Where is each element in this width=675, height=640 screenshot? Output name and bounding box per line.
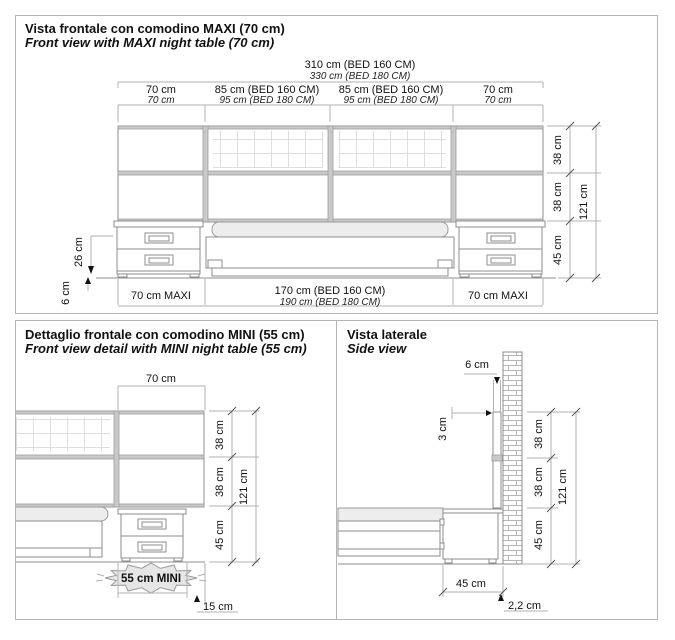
bed-base	[212, 268, 448, 276]
dim-h-mid-label: 38 cm	[533, 467, 545, 497]
dim-lower-panel-thickness	[437, 407, 492, 441]
nightstand-top-side	[443, 509, 503, 513]
panel-front-maxi	[16, 16, 658, 314]
badge-55cm-mini-label: 55 cm MINI	[120, 573, 182, 585]
headboard-divider-2	[328, 126, 333, 222]
dim-drawer-height	[73, 236, 113, 274]
nightstand-mini	[118, 509, 186, 561]
dim-h-mid-label: 38 cm	[552, 182, 564, 212]
bed-corner-block	[90, 548, 102, 557]
drawer-handle-inner	[149, 258, 169, 263]
dim-h-bottom-label: 45 cm	[552, 235, 564, 265]
dim-segments	[118, 84, 543, 122]
drawer-handle-inner	[142, 522, 162, 527]
nightstand-foot	[118, 274, 127, 277]
dim-wall-gap	[498, 594, 548, 612]
headboard-mini	[6, 411, 204, 507]
panel-front-mini-title-en: Front view detail with MINI night table (55 cm)	[25, 341, 307, 356]
dim-seg4-label-alt: 70 cm	[484, 95, 512, 106]
dim-mini-top-width-label: 70 cm	[146, 373, 176, 385]
dim-mini-top-width	[118, 373, 205, 410]
dim-seg3-label: 85 cm (BED 160 CM)	[338, 84, 444, 96]
nightstand-foot	[460, 274, 469, 277]
bed-frame-side	[338, 521, 440, 556]
nightstand-foot	[174, 558, 182, 561]
quilted-panel	[12, 417, 110, 451]
dim-plinth-height	[60, 277, 91, 305]
panel-front-maxi-title-it: Vista frontale con comodino MAXI (70 cm)	[25, 21, 285, 36]
dim-seg3-label-alt: 95 cm (BED 180 CM)	[343, 95, 439, 106]
dim-h-total-label: 121 cm	[238, 468, 250, 506]
dim-panel-thickness-label: 6 cm	[465, 359, 489, 371]
mattress	[212, 222, 448, 237]
bed-corner-block	[438, 260, 452, 268]
dim-panel-thickness	[464, 359, 501, 411]
nightstand-foot	[532, 274, 541, 277]
dim-depth	[439, 565, 507, 597]
dim-bottom-widths	[118, 279, 543, 308]
nightstand-foot	[122, 558, 130, 561]
panel-joint	[492, 455, 502, 461]
wall-brick-pattern	[503, 352, 522, 564]
nightstand-top	[114, 221, 203, 227]
dim-bed-width-label: 170 cm (BED 160 CM)	[274, 285, 386, 297]
nightstand-plinth	[459, 271, 542, 274]
dim-h-top-label: 38 cm	[552, 135, 564, 165]
dim-plinth-height-label: 6 cm	[60, 281, 72, 305]
nightstand-hinge	[440, 543, 444, 549]
panel-side-view-title-it: Vista laterale	[347, 327, 427, 342]
dim-seg4-label: 70 cm	[483, 84, 513, 96]
dim-heights-side	[522, 408, 580, 568]
panel-front-maxi-title-en: Front view with MAXI night table (70 cm)	[25, 35, 275, 50]
dim-heights-mini	[209, 407, 260, 566]
mattress	[0, 507, 108, 521]
nightstand-foot	[445, 559, 452, 563]
quilted-panel-right	[338, 131, 446, 168]
bed-front-partial	[0, 507, 108, 557]
dim-seg1-label: 70 cm	[146, 84, 176, 96]
panel-front-mini-title-it: Dettaglio frontale con comodino MINI (55 cm)	[25, 327, 305, 342]
dim-overall-width	[118, 59, 543, 88]
drawer-handle-inner	[149, 236, 169, 241]
dim-offset-label: 15 cm	[203, 601, 233, 613]
dim-bed-width-label-alt: 190 cm (BED 180 CM)	[279, 297, 381, 308]
panel-side-view-title-en: Side view	[347, 341, 407, 356]
dim-drawer-height-label: 26 cm	[73, 237, 85, 267]
dim-seg2-label: 85 cm (BED 160 CM)	[214, 84, 320, 96]
quilted-panel-left	[213, 131, 323, 168]
bed-front	[206, 222, 454, 276]
dim-bottom-left-label: 70 cm MAXI	[131, 290, 191, 302]
headboard-mid-rail	[6, 455, 204, 459]
side-drawing	[338, 352, 522, 564]
dim-h-mid-label: 38 cm	[214, 467, 226, 497]
panel-side-view	[337, 321, 658, 620]
nightstand-top	[118, 509, 186, 514]
nightstand-foot	[190, 274, 199, 277]
bed-frame	[206, 237, 454, 268]
nightstand-plinth	[117, 271, 200, 274]
bed-corner-block	[208, 260, 222, 268]
drawer-handle-inner	[142, 545, 162, 550]
headboard-divider-1	[203, 126, 208, 222]
nightstand-foot	[489, 559, 496, 563]
headboard-divider-3	[451, 126, 456, 222]
nightstand-body-side	[443, 513, 498, 559]
nightstand-maxi-right	[456, 221, 545, 277]
arrow-down-icon	[88, 266, 94, 274]
dim-depth-label: 45 cm	[456, 578, 486, 590]
dim-bottom-right-label: 70 cm MAXI	[468, 290, 528, 302]
mini-drawing	[0, 411, 205, 562]
nightstand-top	[456, 221, 545, 227]
panel-front-mini	[0, 321, 337, 620]
dim-seg1-label-alt: 70 cm	[147, 95, 175, 106]
nightstand-hinge	[440, 519, 444, 525]
bed-side	[338, 508, 443, 556]
dim-h-top-label: 38 cm	[214, 420, 226, 450]
dim-h-top-label: 38 cm	[533, 419, 545, 449]
dim-heights-maxi	[547, 122, 601, 282]
dim-h-bottom-label: 45 cm	[533, 520, 545, 550]
headboard-top-rail	[6, 411, 204, 414]
dim-seg2-label-alt: 95 cm (BED 180 CM)	[219, 95, 315, 106]
nightstand-maxi-left	[114, 221, 203, 277]
dim-h-bottom-label: 45 cm	[214, 520, 226, 550]
headboard-maxi	[118, 126, 543, 222]
arrow-down-icon	[494, 377, 500, 384]
mattress-side	[338, 508, 443, 521]
headboard-divider	[114, 411, 119, 507]
nightstand-side	[440, 509, 503, 563]
dim-overall-width-label-alt: 330 cm (BED 180 CM)	[309, 71, 411, 82]
arrow-right-icon	[486, 410, 492, 416]
dim-h-total-label: 121 cm	[578, 183, 590, 221]
drawer-handle-inner	[491, 258, 511, 263]
badge-55cm-mini	[96, 563, 206, 593]
arrow-up-icon	[85, 277, 91, 284]
drawer-handle-inner	[491, 236, 511, 241]
dim-lower-panel-thickness-label: 3 cm	[437, 417, 449, 441]
dim-wall-gap-label: 2,2 cm	[508, 600, 542, 612]
dim-h-total-label: 121 cm	[557, 468, 569, 506]
dim-overall-width-label: 310 cm (BED 160 CM)	[304, 59, 416, 71]
arrow-up-icon	[194, 595, 200, 602]
